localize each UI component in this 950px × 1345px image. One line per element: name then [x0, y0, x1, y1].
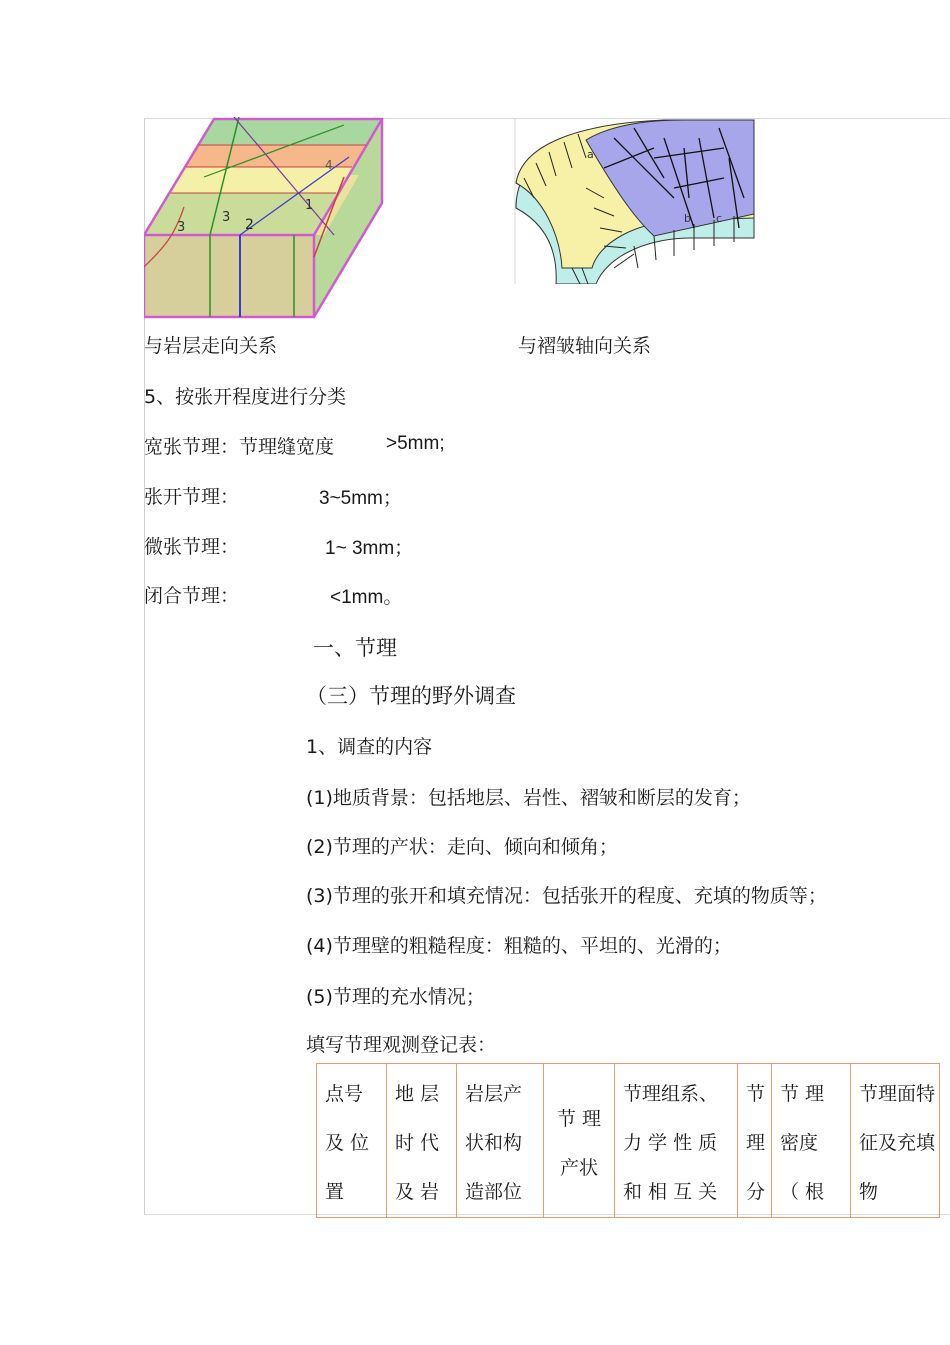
wide-joint-value: >5mm; [386, 433, 445, 454]
item-3: (3)节理的张开和填充情况：包括张开的程度、充填的物质等； [306, 885, 827, 907]
strata-strike-block-diagram [144, 117, 384, 319]
closed-joint-value: <1mm。 [330, 587, 403, 608]
closed-joint-label: 闭合节理： [144, 585, 240, 607]
chapter-heading: 一、节理 [313, 636, 397, 660]
header-cell-joint-system: 节理组系、 力 学 性 质 和 相 互 关 [615, 1064, 738, 1218]
item-2: (2)节理的产状：走向、倾向和倾角； [306, 836, 618, 858]
label-4: 4 [325, 158, 333, 172]
table-intro: 填写节理观测登记表： [306, 1034, 497, 1056]
header-cell-joint-attitude: 节 理 产状 [544, 1064, 615, 1218]
micro-joint-label: 微张节理： [144, 536, 240, 558]
header-cell-joint-classification: 节 理 分 [738, 1064, 772, 1218]
header-cell-joint-surface: 节理面特 征及充填 物 [851, 1064, 940, 1218]
open-joint-label: 张开节理： [144, 486, 240, 508]
label-b: b [684, 212, 691, 225]
header-cell-attitude: 岩层产 状和构 造部位 [457, 1064, 544, 1218]
label-3a: 3 [177, 220, 186, 235]
table-header-row [317, 1064, 940, 1218]
wide-joint-label: 宽张节理：节理缝宽度 [144, 436, 335, 458]
section5-title: 5、按张开程度进行分类 [144, 386, 347, 408]
header-cell-point: 点号 及 位 置 [317, 1064, 387, 1218]
subsection-heading: 1、调查的内容 [306, 736, 433, 758]
label-c: c [716, 212, 723, 225]
item-1: (1)地质背景：包括地层、岩性、褶皱和断层的发育； [306, 787, 751, 809]
header-cell-joint-density: 节 理 密度 （ 根 [772, 1064, 851, 1218]
item-4: (4)节理壁的粗糙程度：粗糙的、平坦的、光滑的； [306, 935, 732, 957]
label-a: a [587, 148, 594, 161]
header-cell-stratum: 地 层 时 代 及 岩 [387, 1064, 457, 1218]
left-figure-caption: 与岩层走向关系 [144, 335, 278, 357]
joint-observation-table [316, 1063, 940, 1218]
label-3b: 3 [222, 210, 231, 225]
fold-axis-diagram [514, 118, 756, 284]
right-figure-caption: 与褶皱轴向关系 [518, 335, 652, 357]
open-joint-value: 3~5mm； [319, 488, 402, 509]
label-1: 1 [305, 198, 314, 213]
micro-joint-value: 1~ 3mm； [325, 538, 414, 559]
label-2: 2 [245, 217, 254, 233]
section-heading: （三）节理的野外调查 [306, 684, 516, 708]
item-5: (5)节理的充水情况； [306, 986, 485, 1008]
